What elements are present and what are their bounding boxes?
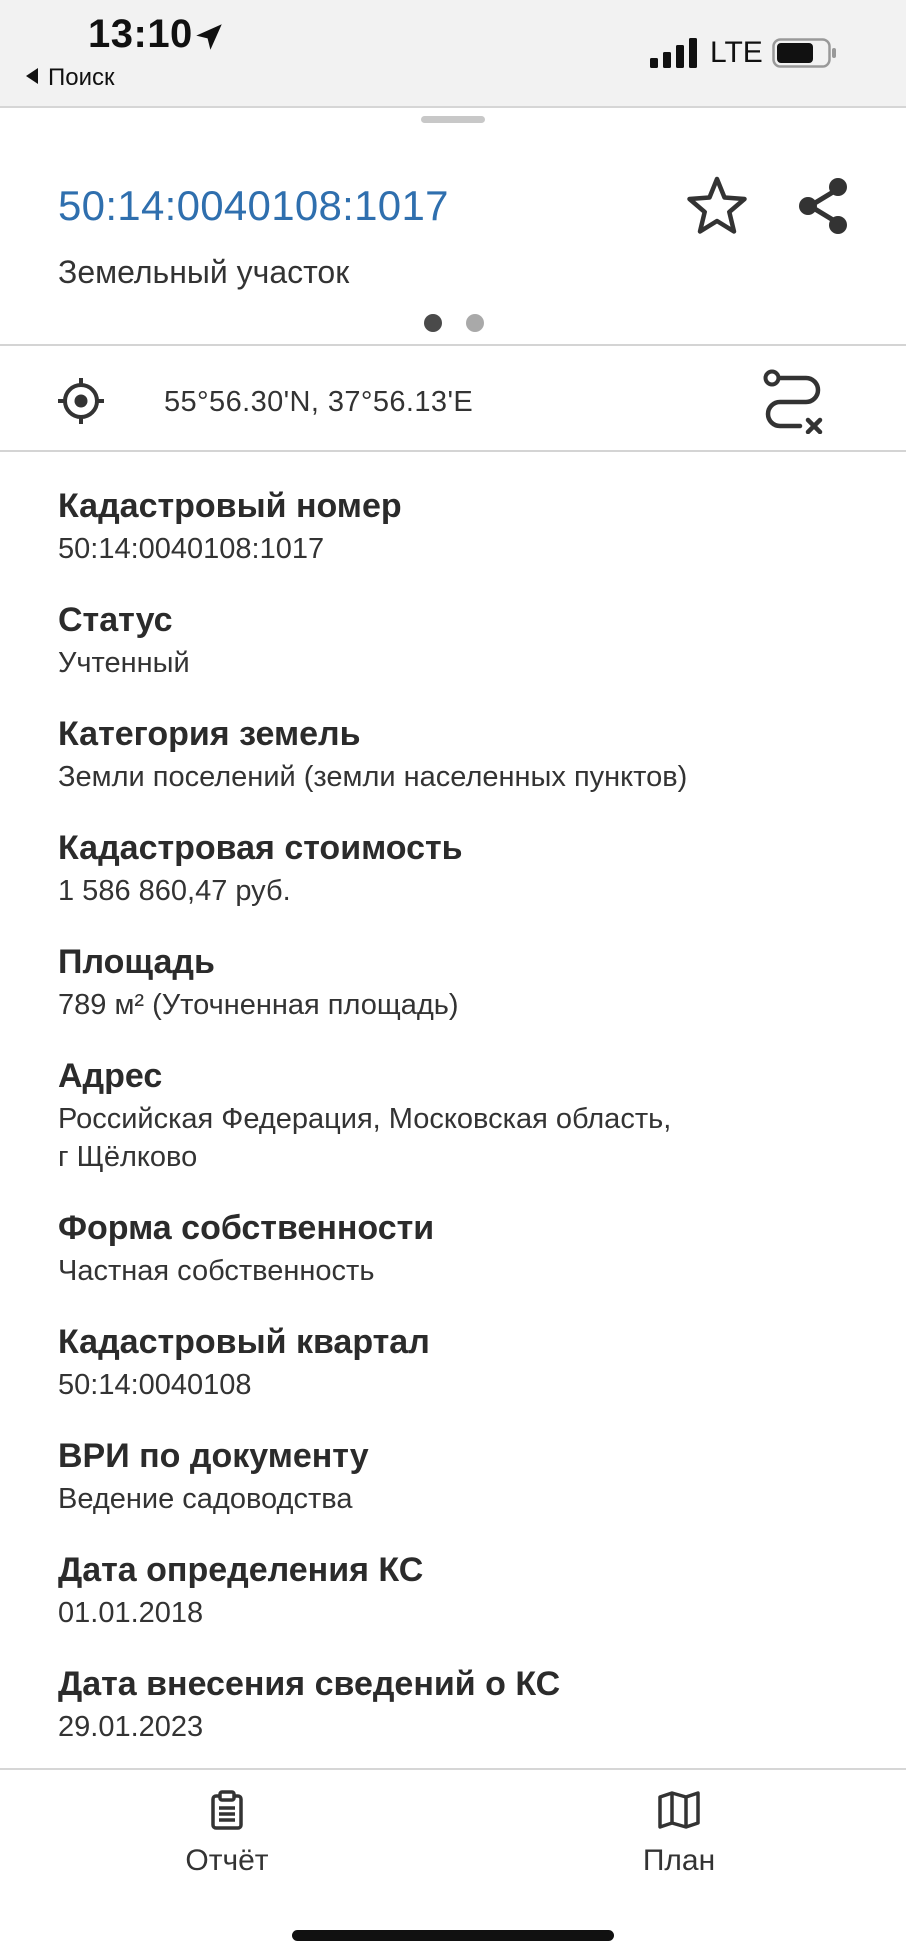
field-value: Земли поселений (земли населенных пунктов) xyxy=(58,761,688,793)
field-value-line2: г Щёлково xyxy=(58,1141,198,1173)
locate-target-icon[interactable] xyxy=(56,376,106,426)
field-valuation-date xyxy=(58,1548,878,1632)
share-icon[interactable] xyxy=(796,176,852,236)
field-value: Частная собственность xyxy=(58,1255,375,1287)
field-ownership-form xyxy=(58,1206,878,1290)
report-tab-label: Отчёт xyxy=(185,1844,269,1877)
object-type-subtitle: Земельный участок xyxy=(58,254,350,290)
status-bar xyxy=(0,0,906,108)
field-value: 29.01.2023 xyxy=(58,1711,204,1743)
header-divider xyxy=(0,344,906,346)
home-indicator[interactable] xyxy=(292,1930,614,1941)
field-label: Кадастровая стоимость xyxy=(58,829,463,867)
field-status xyxy=(58,598,878,682)
report-tab-button[interactable] xyxy=(127,1790,327,1878)
field-address xyxy=(58,1054,878,1176)
plan-tab-button[interactable] xyxy=(579,1790,779,1878)
cadastral-number-title: 50:14:0040108:1017 xyxy=(58,182,449,229)
field-label: Кадастровый номер xyxy=(58,487,402,525)
field-label: Кадастровый квартал xyxy=(58,1323,430,1361)
field-cadastral-value xyxy=(58,826,878,910)
property-info-list xyxy=(58,484,878,1764)
battery-icon xyxy=(772,38,838,68)
field-label: Форма собственности xyxy=(58,1209,435,1247)
field-area xyxy=(58,940,878,1024)
field-value: 50:14:0040108 xyxy=(58,1369,252,1401)
map-icon xyxy=(657,1790,701,1830)
clipboard-list-icon xyxy=(207,1790,247,1830)
clock-time: 13:10 xyxy=(88,12,193,56)
coordinates-text: 55°56.30'N, 37°56.13'E xyxy=(164,386,474,418)
field-land-category xyxy=(58,712,878,796)
field-permitted-use xyxy=(58,1434,878,1518)
field-value: Ведение садоводства xyxy=(58,1483,353,1515)
plan-tab-label: План xyxy=(642,1844,716,1877)
field-label: Категория земель xyxy=(58,715,361,753)
location-arrow-icon xyxy=(192,20,226,54)
field-label: Статус xyxy=(58,601,173,639)
field-value: Учтенный xyxy=(58,647,190,679)
field-value: 01.01.2018 xyxy=(58,1597,204,1629)
favorite-star-icon[interactable] xyxy=(684,174,750,240)
field-value: 789 м² (Уточненная площадь) xyxy=(58,989,459,1021)
sheet-grabber[interactable] xyxy=(421,116,485,123)
field-label: Площадь xyxy=(58,943,215,981)
field-valuation-entry-date xyxy=(58,1662,878,1746)
page-dot-active[interactable] xyxy=(424,314,442,332)
page-dot-inactive[interactable] xyxy=(466,314,484,332)
field-label: ВРИ по документу xyxy=(58,1437,369,1475)
network-type: LTE xyxy=(710,36,763,69)
back-to-search-button[interactable] xyxy=(26,64,115,92)
field-cadastral-number xyxy=(58,484,878,568)
field-label: Адрес xyxy=(58,1057,163,1095)
route-clear-icon[interactable] xyxy=(762,368,824,434)
page-indicator[interactable] xyxy=(424,314,484,334)
field-value: 50:14:0040108:1017 xyxy=(58,533,325,565)
cellular-signal-icon xyxy=(650,36,702,68)
field-label: Дата внесения сведений о КС xyxy=(58,1665,561,1703)
coordinates-divider xyxy=(0,450,906,452)
field-value: Российская Федерация, Московская область, xyxy=(58,1103,672,1135)
field-value: 1 586 860,47 руб. xyxy=(58,875,291,907)
back-label: Поиск xyxy=(48,64,115,91)
field-cadastral-quarter xyxy=(58,1320,878,1404)
field-label: Дата определения КС xyxy=(58,1551,424,1589)
back-arrow-icon xyxy=(26,68,38,84)
